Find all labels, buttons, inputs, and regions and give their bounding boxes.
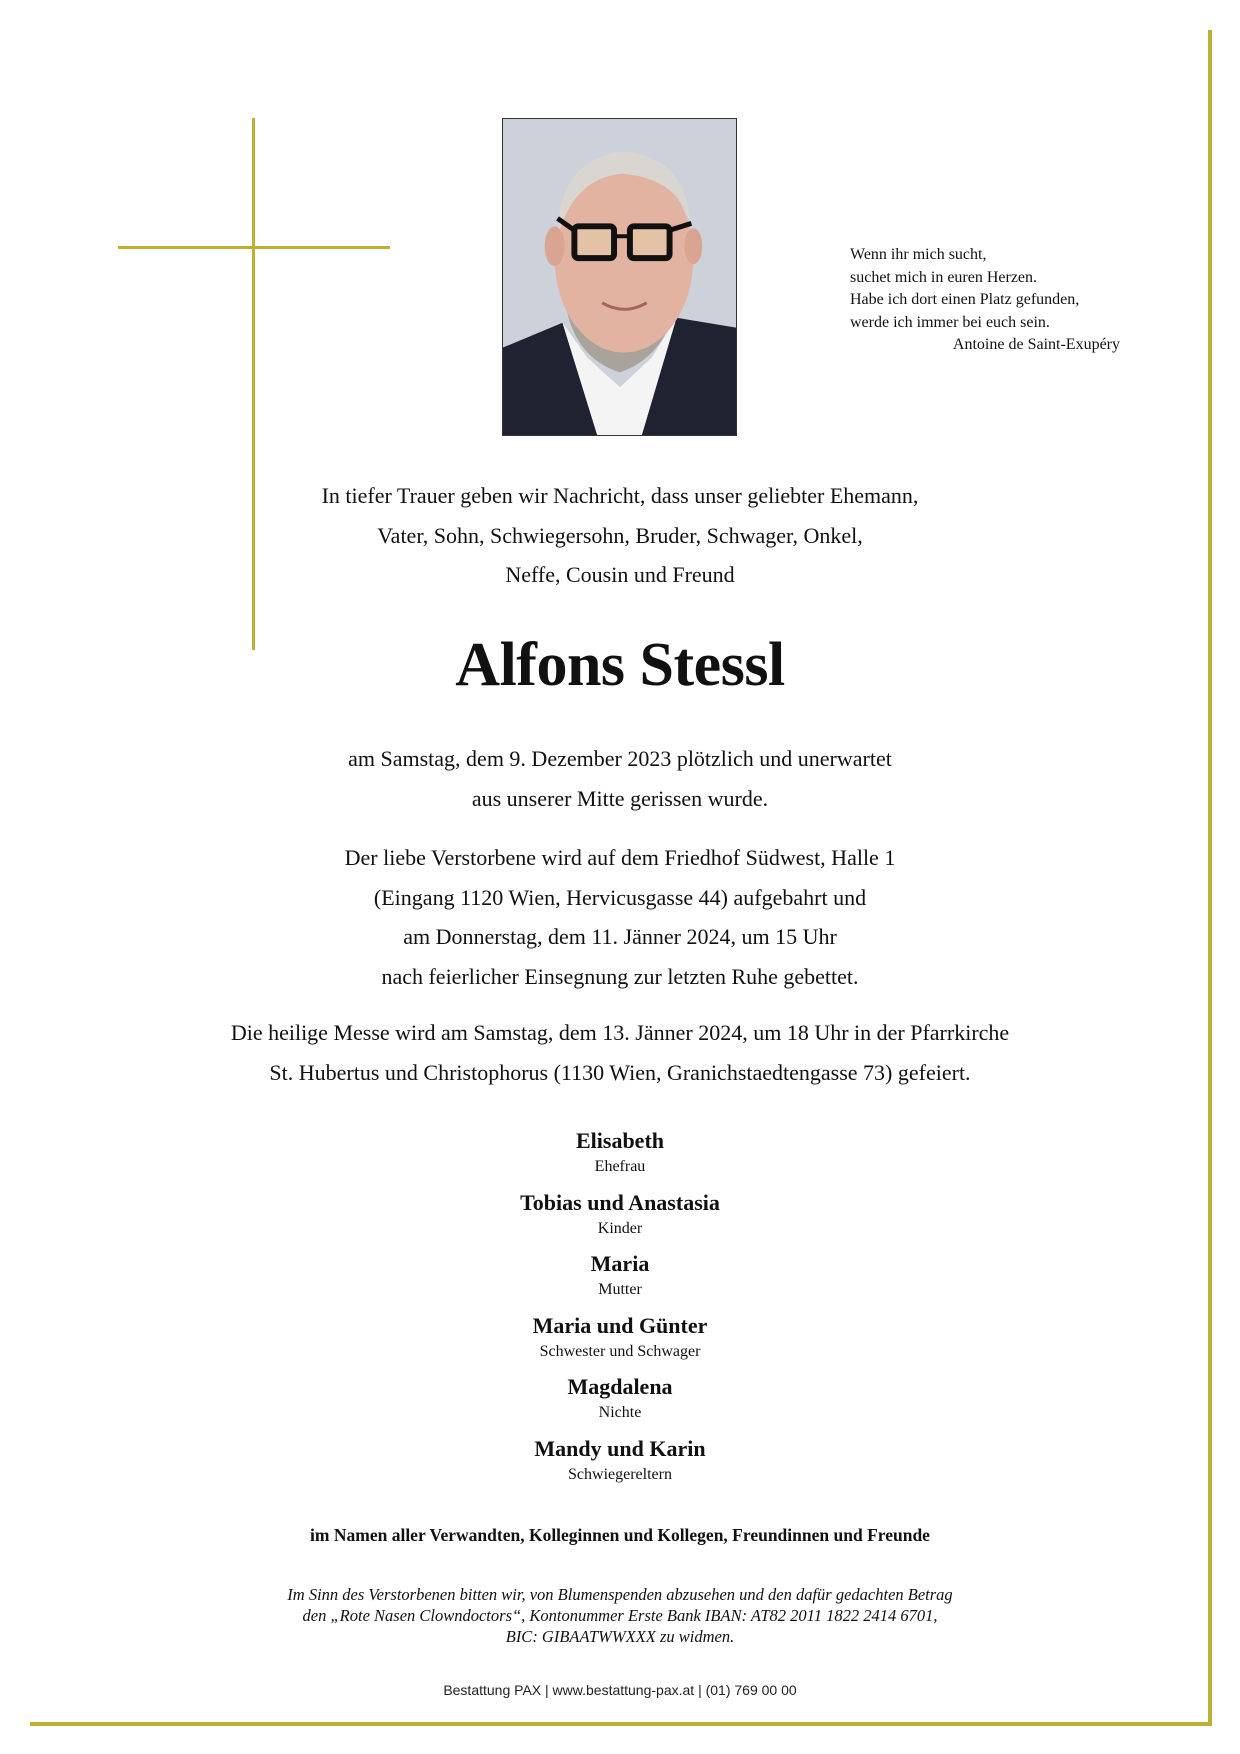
mourner-entry xyxy=(0,1434,1240,1496)
footer xyxy=(0,1680,1240,1700)
footer-separator: | xyxy=(694,1682,706,1698)
mourner-entry xyxy=(0,1188,1240,1250)
quote-attribution: Antoine de Saint-Exupéry xyxy=(952,336,1120,353)
cross-icon-horizontal xyxy=(118,246,390,249)
funeral-info-line: Der liebe Verstorbene wird auf dem Friedhof Südwest, Halle 1 xyxy=(344,845,896,870)
mourner-role: Schwiegereltern xyxy=(568,1465,672,1483)
deceased-name: Alfons Stessl xyxy=(455,631,785,699)
footer-website-link[interactable]: www.bestattung-pax.at xyxy=(552,1682,695,1698)
donation-line: Im Sinn des Verstorbenen bitten wir, von Blumenspenden abzusehen und den dafür gedachten Betrag xyxy=(287,1585,953,1604)
mourner-name: Elisabeth xyxy=(575,1128,665,1153)
intro-line: Neffe, Cousin und Freund xyxy=(505,562,735,587)
memorial-quote xyxy=(850,244,1125,357)
quote-line: suchet mich in euren Herzen. xyxy=(850,268,1038,286)
footer-phone[interactable]: (01) 769 00 00 xyxy=(705,1682,797,1698)
mass-info-line: Die heilige Messe wird am Samstag, dem 13. Jänner 2024, um 18 Uhr in der Pfarrkirche xyxy=(230,1020,1010,1045)
mourner-name: Magdalena xyxy=(567,1374,673,1400)
mass-info xyxy=(0,1013,1240,1092)
mourner-role: Nichte xyxy=(598,1404,642,1422)
mourner-role: Ehefrau xyxy=(594,1158,646,1175)
mourner-name: Mandy und Karin xyxy=(534,1435,706,1461)
intro-line: In tiefer Trauer geben wir Nachricht, dass unser geliebter Ehemann, xyxy=(321,483,919,508)
quote-line: Habe ich dort einen Platz gefunden, xyxy=(850,291,1080,308)
intro-text xyxy=(0,476,1240,595)
mourner-entry xyxy=(0,1126,1240,1188)
mourner-name: Maria und Günter xyxy=(532,1312,708,1338)
mourner-role: Schwester und Schwager xyxy=(539,1342,701,1360)
mourner-entry xyxy=(0,1311,1240,1373)
donation-note xyxy=(0,1584,1240,1647)
death-info-line: aus unserer Mitte gerissen wurde. xyxy=(471,785,769,811)
funeral-info-line: (Eingang 1120 Wien, Hervicusgasse 44) aufgebahrt und xyxy=(373,884,867,910)
mourner-name: Maria xyxy=(590,1251,650,1277)
death-info-line: am Samstag, dem 9. Dezember 2023 plötzlich und unerwartet xyxy=(348,746,892,771)
mourners-list xyxy=(0,1126,1240,1496)
quote-line: werde ich immer bei euch sein. xyxy=(850,313,1050,331)
closing-line: im Namen aller Verwandten, Kolleginnen und Kollegen, Freundinnen und Freunde xyxy=(310,1525,930,1545)
footer-separator: | xyxy=(541,1682,553,1698)
intro-line: Vater, Sohn, Schwiegersohn, Bruder, Schwager, Onkel, xyxy=(377,522,863,548)
portrait-photo xyxy=(502,118,737,436)
mourner-entry xyxy=(0,1372,1240,1434)
funeral-info xyxy=(0,838,1240,996)
quote-line: Wenn ihr mich sucht, xyxy=(850,246,987,263)
mass-info-line: St. Hubertus und Christophorus (1130 Wien, Granichstaedtengasse 73) gefeiert. xyxy=(269,1059,971,1085)
portrait-image xyxy=(503,119,736,435)
funeral-info-line: nach feierlicher Einsegnung zur letzten Ruhe gebettet. xyxy=(381,963,859,989)
donation-line: BIC: GIBAATWWXXX zu widmen. xyxy=(505,1627,735,1646)
donation-line: den „Rote Nasen Clowndoctors“, Kontonummer Erste Bank IBAN: AT82 2011 1822 2414 6701, xyxy=(302,1606,938,1625)
mourner-role: Mutter xyxy=(598,1281,642,1299)
funeral-info-line: am Donnerstag, dem 11. Jänner 2024, um 15 Uhr xyxy=(403,924,837,949)
footer-company: Bestattung PAX xyxy=(443,1682,542,1698)
mourner-entry xyxy=(0,1249,1240,1311)
mourner-name: Tobias und Anastasia xyxy=(520,1189,720,1215)
mourner-role: Kinder xyxy=(597,1219,643,1237)
death-info xyxy=(0,739,1240,818)
border-bottom xyxy=(30,1722,1212,1726)
